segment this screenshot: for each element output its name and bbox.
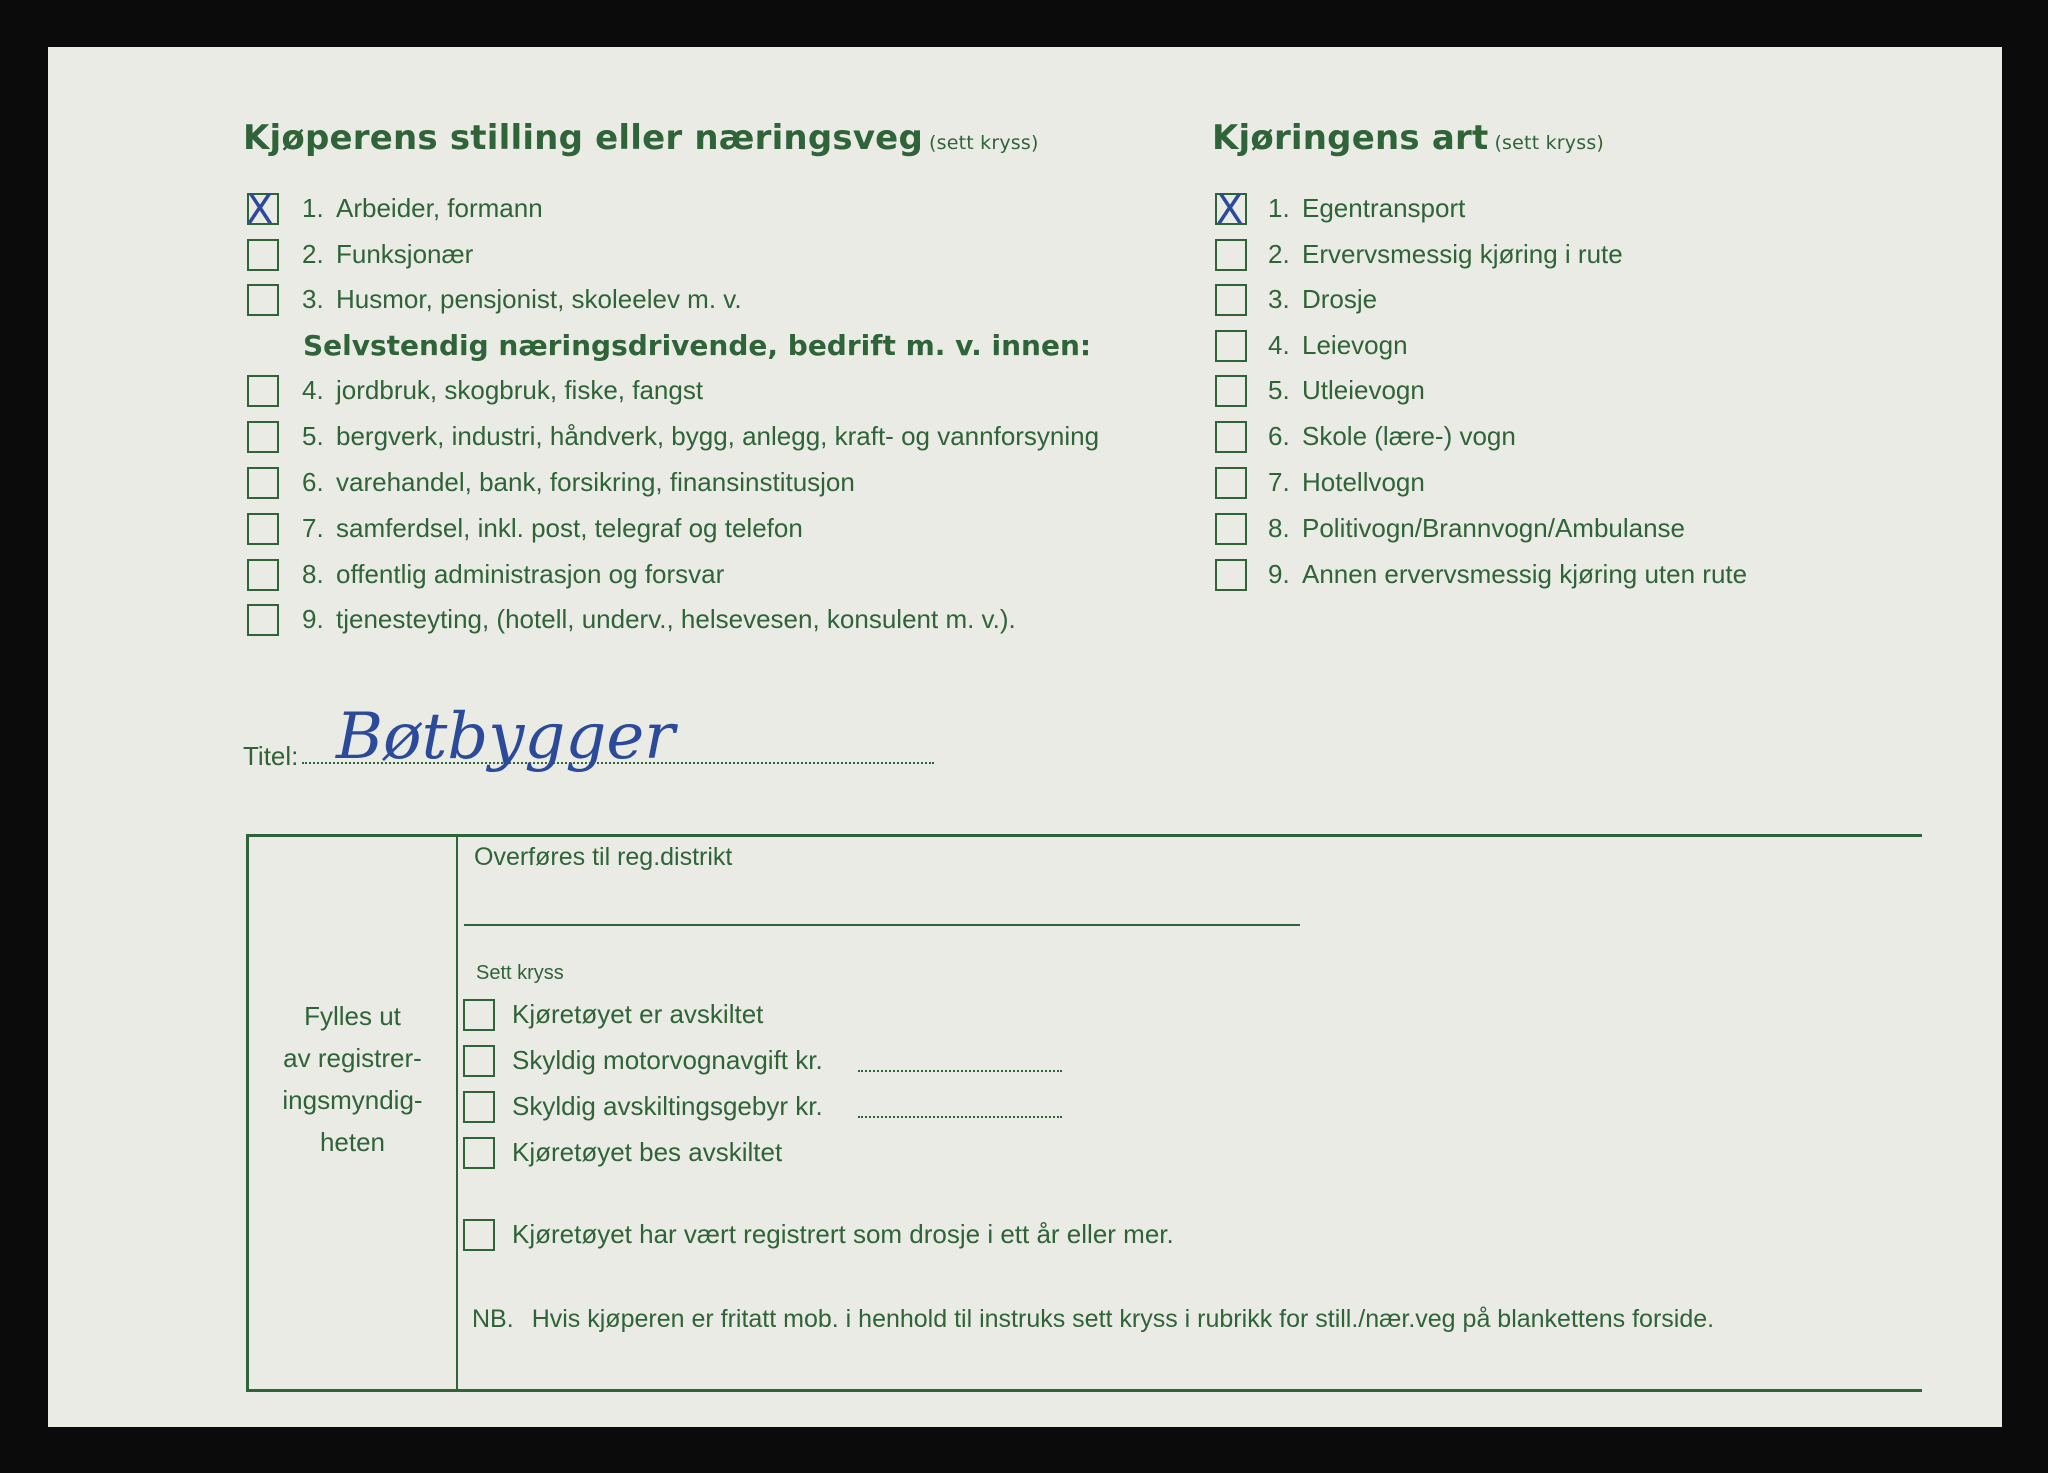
- right-item-2: 2. Ervervsmessig kjøring i rute: [1268, 239, 1623, 269]
- right-item-7: 7. Hotellvogn: [1268, 467, 1425, 497]
- checkbox-annen[interactable]: [1215, 559, 1247, 591]
- right-item-5: 5. Utleievogn: [1268, 375, 1425, 405]
- checkbox-utleievogn[interactable]: [1215, 375, 1247, 407]
- right-heading-note: (sett kryss): [1494, 132, 1605, 154]
- checkbox-rute[interactable]: [1215, 239, 1247, 271]
- checkbox-jordbruk[interactable]: [247, 375, 279, 407]
- checkbox-drosje[interactable]: [1215, 284, 1247, 316]
- right-item-8: 8. Politivogn/Brannvogn/Ambulanse: [1268, 513, 1686, 543]
- left-item-9: 9. tjenesteyting, (hotell, underv., helsevesen, konsulent m. v.).: [302, 604, 1016, 634]
- check-label-avskiltet: Kjøretøyet er avskiltet: [512, 999, 764, 1029]
- nb-prefix: NB.: [472, 1305, 514, 1333]
- right-item-4: 4. Leievogn: [1268, 330, 1408, 360]
- titel-value[interactable]: Bøtbygger: [336, 700, 675, 774]
- check-mark: X: [246, 187, 274, 233]
- check-label-avskiltingsgebyr: Skyldig avskiltingsgebyr kr.: [512, 1091, 823, 1121]
- check-mark: X: [1216, 187, 1244, 233]
- checkbox-offentlig[interactable]: [247, 559, 279, 591]
- side-label-line: av registrer-: [283, 1043, 422, 1073]
- box-left-border: [246, 834, 249, 1392]
- left-item-7: 7. samferdsel, inkl. post, telegraf og telefon: [302, 513, 803, 543]
- right-heading: [1212, 118, 1604, 158]
- box-divider: [456, 834, 458, 1392]
- left-item-8: 8. offentlig administrasjon og forsvar: [302, 559, 725, 589]
- left-item-6: 6. varehandel, bank, forsikring, finansinstitusjon: [302, 467, 855, 497]
- check-label-motorvognavgift: Skyldig motorvognavgift kr.: [512, 1045, 823, 1075]
- left-item-3: 3. Husmor, pensjonist, skoleelev m. v.: [302, 284, 742, 314]
- checkbox-funksjonaer[interactable]: [247, 239, 279, 271]
- checkbox-tjenesteyting[interactable]: [247, 604, 279, 636]
- transfer-line[interactable]: [464, 924, 1300, 926]
- left-item-5: 5. bergverk, industri, håndverk, bygg, anlegg, kraft- og vannforsyning: [302, 421, 1100, 451]
- side-label-line: heten: [319, 1127, 386, 1157]
- side-label-line: ingsmyndig-: [282, 1085, 423, 1115]
- left-heading: [243, 118, 1039, 158]
- side-label: [250, 995, 455, 1163]
- motorvognavgift-amount-line[interactable]: [858, 1070, 1062, 1072]
- left-item-1: 1. Arbeider, formann: [302, 193, 543, 223]
- checkbox-avskiltet[interactable]: [463, 999, 495, 1031]
- side-label-line: Fylles ut: [304, 1001, 401, 1031]
- sett-kryss-label: Sett kryss: [476, 962, 564, 984]
- checkbox-husmor[interactable]: [247, 284, 279, 316]
- right-item-3: 3. Drosje: [1268, 284, 1378, 314]
- checkbox-politivogn[interactable]: [1215, 513, 1247, 545]
- left-subheading: Selvstendig næringsdrivende, bedrift m. v. innen:: [303, 329, 1092, 362]
- checkbox-drosje-ett-ar[interactable]: [463, 1219, 495, 1251]
- nb-note: [472, 1305, 1714, 1334]
- checkbox-hotellvogn[interactable]: [1215, 467, 1247, 499]
- box-bottom-border: [246, 1389, 1922, 1392]
- transfer-label: Overføres til reg.distrikt: [474, 843, 733, 871]
- titel-label: Titel:: [243, 741, 299, 771]
- checkbox-motorvognavgift[interactable]: [463, 1045, 495, 1077]
- check-label-bes-avskiltet: Kjøretøyet bes avskiltet: [512, 1137, 783, 1167]
- left-heading-note: (sett kryss): [928, 132, 1039, 154]
- right-item-9: 9. Annen ervervsmessig kjøring uten rute: [1268, 559, 1748, 589]
- checkbox-skolevogn[interactable]: [1215, 421, 1247, 453]
- checkbox-bes-avskiltet[interactable]: [463, 1137, 495, 1169]
- nb-text: Hvis kjøperen er fritatt mob. i henhold til instruks sett kryss i rubrikk for still./nær.veg på blankettens forside.: [531, 1305, 1715, 1333]
- right-item-1: 1. Egentransport: [1268, 193, 1466, 223]
- right-heading-text: Kjøringens art: [1212, 118, 1489, 158]
- checkbox-leievogn[interactable]: [1215, 330, 1247, 362]
- box-top-border: [246, 834, 1922, 837]
- checkbox-bergverk[interactable]: [247, 421, 279, 453]
- checkbox-varehandel[interactable]: [247, 467, 279, 499]
- left-heading-text: Kjøperens stilling eller næringsveg: [243, 118, 923, 158]
- left-item-2: 2. Funksjonær: [302, 239, 474, 269]
- checkbox-samferdsel[interactable]: [247, 513, 279, 545]
- left-item-4: 4. jordbruk, skogbruk, fiske, fangst: [302, 375, 704, 405]
- checkbox-avskiltingsgebyr[interactable]: [463, 1091, 495, 1123]
- right-item-6: 6. Skole (lære-) vogn: [1268, 421, 1516, 451]
- avskiltingsgebyr-amount-line[interactable]: [858, 1116, 1062, 1118]
- drosje-check-label: Kjøretøyet har vært registrert som drosje i ett år eller mer.: [512, 1219, 1174, 1249]
